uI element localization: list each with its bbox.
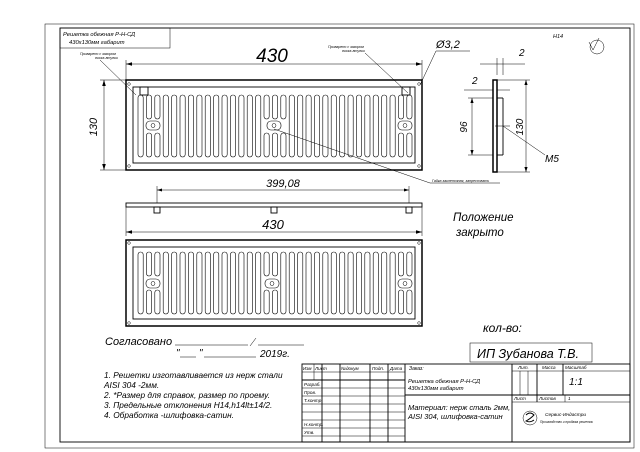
vent-slot (188, 95, 193, 157)
vent-slot (323, 95, 328, 157)
vent-slot (214, 252, 219, 314)
vent-slot (230, 252, 235, 314)
note-line: 4. Обработка -шлифовка-сатин. (104, 410, 234, 420)
row-razrab: Разраб. (304, 382, 321, 387)
vent-slot (298, 252, 303, 314)
dim-side-outer: 130 (515, 118, 526, 136)
vent-slot (407, 95, 412, 119)
roughness-icon (589, 38, 604, 54)
vent-slot (323, 252, 328, 314)
vent-slot (188, 252, 193, 314)
sheet-label: Лист (514, 396, 526, 401)
vent-slot (306, 252, 311, 314)
plan-view (126, 203, 422, 213)
rivet-note-left-1: Приварено с зазором (80, 52, 116, 56)
org-name: Сервис-Индастри (545, 413, 587, 418)
approval-label: Согласовано (105, 336, 173, 348)
vent-slot (289, 252, 294, 314)
vent-slot (356, 252, 361, 314)
col-list: Лист (315, 366, 327, 371)
rivet-boss-right (398, 121, 412, 130)
closed-rivet-boss-left (146, 279, 160, 288)
dim-height-main: 130 (88, 117, 100, 137)
col-doc: №докум (341, 366, 359, 371)
position-label-1: Положение (453, 212, 514, 224)
sheets-value: 1 (568, 396, 571, 401)
approval-date-open: " (176, 348, 180, 359)
rivet-note-right-1: Приварено с зазором (328, 45, 364, 49)
vent-slot (272, 290, 277, 314)
vent-slot (306, 95, 311, 157)
note-line: 2. *Размер для справок, размер по проему. (104, 390, 270, 400)
vent-slot (382, 95, 387, 157)
vent-slot (382, 252, 387, 314)
note-line: 3. Предельные отклонения H14,h14lt±14/2. (104, 400, 273, 410)
vent-slot (314, 95, 319, 157)
vent-slot (298, 95, 303, 157)
vent-slot (398, 133, 403, 157)
vent-slot (163, 252, 168, 314)
row-nkontr: Н.контр. (304, 422, 324, 427)
vent-slot (264, 252, 269, 276)
vent-slot (163, 95, 168, 157)
plan-strip (126, 203, 422, 207)
dim-pitch: 399,08 (266, 178, 300, 190)
vent-slot (356, 95, 361, 157)
vent-slot (264, 133, 269, 157)
org-sub: Производство и продажа решеток (540, 420, 593, 424)
vent-slot (398, 95, 403, 119)
vent-slot (205, 95, 210, 157)
vent-slot (214, 95, 219, 157)
vent-slot (155, 252, 160, 276)
tb-product-line1: Решетка обежная Р-Н-СД (408, 379, 481, 385)
vent-slot (373, 95, 378, 157)
qty-label: кол-во: (483, 321, 522, 335)
vent-slot (272, 133, 277, 157)
vent-slot (407, 252, 412, 276)
closed-view (126, 240, 422, 326)
dim-thread: M5 (545, 154, 559, 165)
vent-slot (197, 252, 202, 314)
vent-slot (373, 252, 378, 314)
vent-slot (172, 95, 177, 157)
vent-slot (256, 95, 261, 157)
vent-slot (272, 95, 277, 119)
vent-slot (398, 252, 403, 276)
vent-slot (180, 95, 185, 157)
product-name-line1: Решетка обежная Р-Н-СД (63, 32, 136, 38)
scale-label: Масштаб (565, 365, 587, 370)
sheets-label: Листов (539, 396, 556, 401)
mass-label: Масса (542, 365, 556, 370)
row-utv: Утв. (304, 430, 315, 435)
vent-slot (155, 133, 160, 157)
vent-slot (138, 95, 143, 157)
vent-slot (256, 252, 261, 314)
corner-hole (418, 165, 421, 168)
side-tabs (140, 87, 410, 95)
vent-slot (146, 133, 151, 157)
vent-slot (314, 252, 319, 314)
vent-slot (340, 252, 345, 314)
vent-slot (155, 95, 160, 119)
company-name: ИП Зубанова Т.В. (477, 347, 579, 361)
order-label: Заказ: (409, 366, 424, 372)
tb-material-line2: AISI 304, шлифовка-сатин (408, 412, 503, 421)
vent-slot (222, 252, 227, 314)
vent-slot (205, 252, 210, 314)
note-line: 1. Решетки изготавливается из нерж стали (104, 370, 283, 380)
vent-slot (348, 252, 353, 314)
col-izm: Изм (303, 366, 312, 371)
vent-slot (331, 95, 336, 157)
vent-slot (407, 290, 412, 314)
dim-width-bottom: 430 (262, 217, 284, 232)
vent-slot (146, 95, 151, 119)
dim-side-inner: 96 (459, 121, 470, 133)
vent-slot (340, 95, 345, 157)
col-sign: Подп. (372, 366, 385, 371)
dim-side-gap-top: 2 (519, 48, 525, 59)
corner-hole (128, 165, 131, 168)
vent-slot (281, 133, 286, 157)
vent-slot (239, 252, 244, 314)
notes-block (103, 370, 283, 420)
vent-slot (155, 290, 160, 314)
vent-slot (247, 95, 252, 157)
vent-slot (197, 95, 202, 157)
vent-slot (272, 252, 277, 276)
dim-side-gap-mid: 2 (472, 76, 478, 87)
dim-width-main: 430 (256, 46, 288, 67)
scale-value: 1:1 (569, 377, 583, 388)
rivet-boss-left (146, 121, 160, 130)
rivet-boss-center (267, 121, 281, 130)
vent-slot (281, 252, 286, 314)
row-tkontr: Т.контр. (304, 398, 323, 403)
rivet-note-left-2: виска-втулки (95, 56, 118, 60)
closed-rivet-boss-right (398, 279, 412, 288)
approval-year: 2019г. (260, 349, 290, 360)
vent-slot (230, 95, 235, 157)
closed-rivet-boss-center (265, 279, 279, 288)
vent-slot (289, 95, 294, 157)
corner-hole (128, 83, 131, 86)
dim-hole-diameter: Ø3,2 (436, 39, 460, 51)
vent-slot (222, 95, 227, 157)
note-line: AISI 304 -2мм. (104, 380, 160, 390)
nut-note: Гайка заклепочная, запрессовать (432, 179, 490, 183)
vent-slot (281, 95, 286, 119)
tb-product-line2: 430х130мм габарит (408, 386, 464, 392)
vent-slot (390, 252, 395, 314)
vent-slot (264, 95, 269, 119)
vent-slot (407, 133, 412, 157)
vent-slot (331, 252, 336, 314)
product-name-line2: 430х130мм габарит (69, 40, 125, 46)
vent-slot (239, 95, 244, 157)
vent-slot (146, 290, 151, 314)
vent-slot (247, 252, 252, 314)
approval-date-close: " (199, 348, 203, 359)
vent-slot (365, 95, 370, 157)
vent-slot (180, 252, 185, 314)
vent-slot (390, 95, 395, 157)
tb-material-line1: Материал: нерж сталь 2мм, (408, 403, 511, 412)
row-prov: Пров. (304, 390, 317, 395)
roughness-label: H14 (553, 34, 564, 40)
vent-slot (348, 95, 353, 157)
rivet-note-right-2: виска-втулки (342, 49, 365, 53)
col-date: Дата (390, 366, 403, 371)
vent-slot (172, 252, 177, 314)
company-logo-icon (523, 411, 537, 425)
front-view (126, 80, 422, 170)
vent-slot (264, 290, 269, 314)
position-label-2: закрыто (456, 227, 504, 239)
vent-slot (138, 252, 143, 314)
side-view (493, 80, 510, 172)
vent-slot (398, 290, 403, 314)
lit-label: Лит. (518, 365, 529, 370)
vent-slot (146, 252, 151, 276)
vent-slot (365, 252, 370, 314)
